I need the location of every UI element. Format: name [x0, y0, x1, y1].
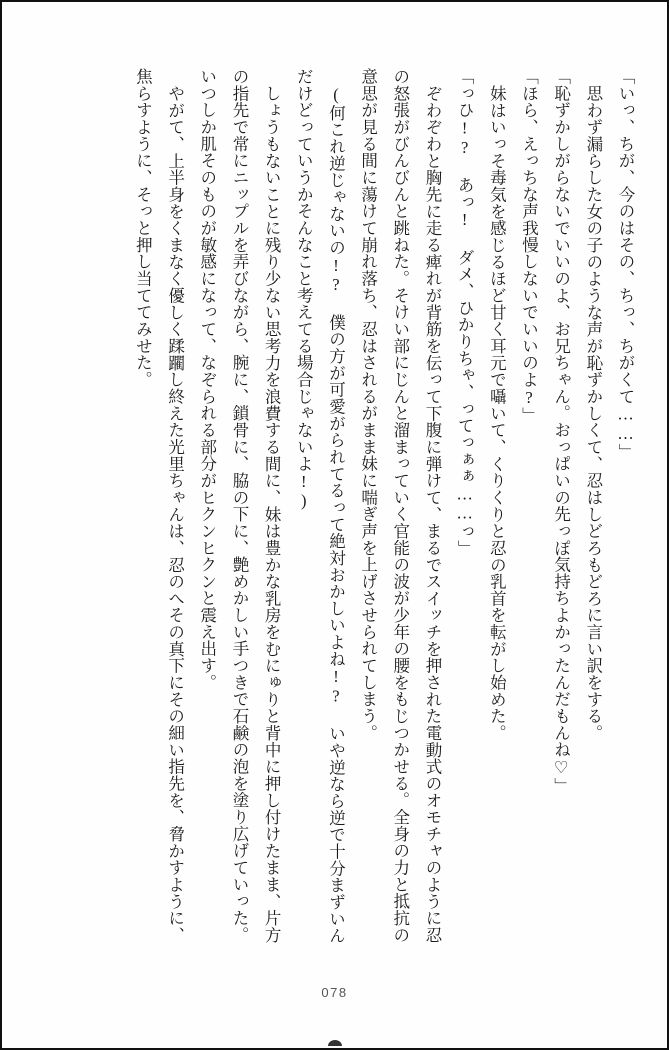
paragraph: 妹はいっそ毒気を感じるほど甘く耳元で囁いて、くりくりと忍の乳首を転がし始めた。 [487, 84, 507, 741]
paragraph: (何これ逆じゃないの!? 僕の方が可愛がられてるって絶対おかしいよね!? いや逆なら逆で十分まずいんだけどっていうかそんなこと考えてる場合じゃないよ!) [294, 68, 346, 944]
paragraph: 「いっ、ちが、今のはその、ちっ、ちがくて……」 [616, 68, 635, 461]
paragraph: 「恥ずかしがらないでいいのよ、お兄ちゃん。おっぱいの先っぽ気持ちよかったんだもんね♡」 [551, 68, 571, 795]
paragraph: しょうもないことに残り少ない思考力を浪費する間に、妹は豊かな乳房をむにゅりと背中に押し付けたまま、片方の指先で常にニップルを弄びながら、腕に、鎖骨に、脇の下に、艶めかしい手つきで石鹸の泡を塗り広げていった。いつしか肌そのものが敏感になって、なぞられる部分がヒクンヒクンと震え出す。 [197, 68, 282, 944]
paragraph: 「ほら、えっちな声我慢しないでいいのよ?」 [519, 68, 539, 424]
page-content-area [20, 20, 649, 1030]
page-number: 078 [321, 985, 348, 1000]
vertical-text-body [28, 68, 641, 948]
paragraph: ぞわぞわと胸先に走る痺れが背筋を伝って下腹に弾けて、まるでスイッチを押された電動式のオモチャのように忍の怒張がびんびんと跳ねた。そけい部にじんと溜まっていく官能の波が少年の腰をもじつかせる。全身の力と抵抗の意思が見る間に蕩けて崩れ落ち、忍はされるがまま妹に喘ぎ声を上げさせられてしまう。 [358, 68, 442, 944]
paragraph: やがて、上半身をくまなく優しく蹂躙し終えた光里ちゃんは、忍のへその真下にその細い指先を、脅かすように、焦らすように、そっと押し当ててみせた。 [133, 68, 185, 943]
paragraph: 思わず漏らした女の子のような声が恥ずかしくて、忍はしどろもどろに言い訳をする。 [583, 84, 603, 741]
gutter-mark [328, 1040, 342, 1046]
paragraph: 「っひ!? あっ! ダメ、ひかりちゃ、ってっぁぁ……っ」 [455, 68, 475, 557]
